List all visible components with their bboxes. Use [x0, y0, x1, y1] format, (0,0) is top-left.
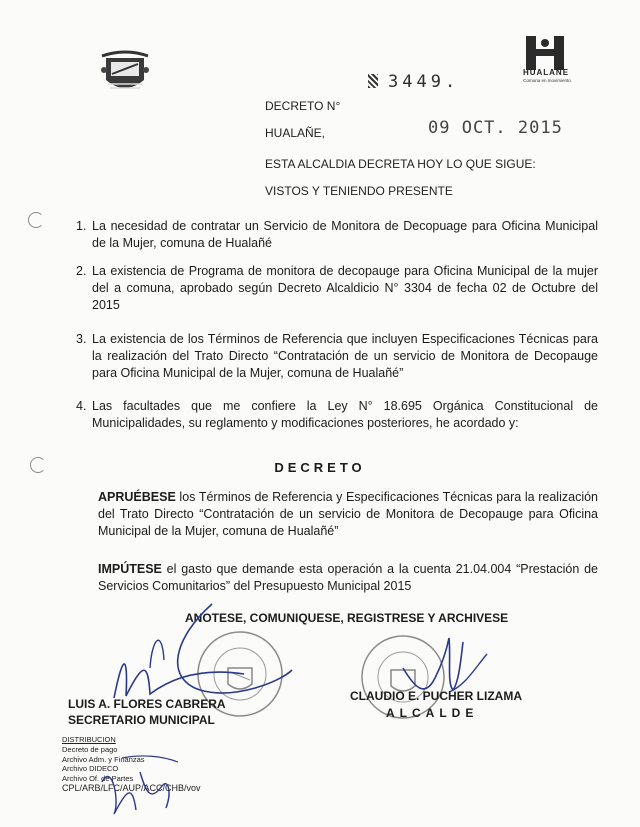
- logo-municipality-tagline: Comuna en movimiento: [523, 78, 571, 83]
- decree-intro-line: ESTA ALCALDIA DECRETA HOY LO QUE SIGUE:: [265, 157, 536, 171]
- consideration-item: [76, 218, 598, 252]
- closing-formula: ANOTESE, COMUNIQUESE, REGISTRESE Y ARCHIVESE: [185, 611, 509, 625]
- consideration-item: [76, 263, 598, 314]
- item-number: 1.: [76, 219, 87, 233]
- place-label: HUALAÑE,: [265, 126, 326, 140]
- mayor-title: ALCALDE: [386, 706, 479, 720]
- decree-number: 3449.: [388, 72, 460, 92]
- item-number: 4.: [76, 399, 87, 413]
- apruebese-keyword: APRUÉBESE: [98, 490, 176, 504]
- decreto-label: DECRETO N°: [265, 99, 341, 113]
- item-text: La existencia de los Términos de Referencia que incluyen Especificaciones Técnicas para la realización del Trato Directo “Contratación de un servicio de Monitora de Decopauge para Oficina Municipal de la Mujer, comuna de Hualañé”: [92, 332, 598, 380]
- stamp-mark-icon: [368, 74, 378, 88]
- logo-municipality-name: HUALAÑE: [522, 68, 570, 77]
- distribution-initials: CPL/ARB/LFC/AUP/ACC/CHB/vov: [62, 782, 201, 793]
- distribution-line: Archivo Adm. y Finanzas: [62, 754, 145, 764]
- vistos-line: VISTOS Y TENIENDO PRESENTE: [265, 184, 453, 198]
- apruebese-text: los Términos de Referencia y Especificaciones Técnicas para la realización del Trato Directo “Contratación de un servicio de Monitora de Decopauge para Oficina Municipal de la Mujer, comuna de Hualañé”: [98, 490, 598, 538]
- secretary-handwritten-signature: [104, 598, 304, 708]
- date-stamp: 09 OCT. 2015: [428, 118, 563, 138]
- item-text: La necesidad de contratar un Servicio de Monitora de Decopuage para Oficina Municipal de la Mujer, comuna de Hualañé: [92, 219, 598, 250]
- item-text: Las facultades que me confiere la Ley N° 18.695 Orgánica Constitucional de Municipalidades, su reglamento y modificaciones posteriores, he acordado y:: [92, 399, 598, 430]
- decree-number-stamp: [368, 72, 459, 92]
- apruebese-paragraph: [98, 489, 598, 540]
- mayor-name: CLAUDIO E. PUCHER LIZAMA: [350, 689, 522, 703]
- municipal-shield-emblem: [98, 50, 152, 98]
- distribution-line: Archivo Of. de Partes: [62, 774, 134, 784]
- hualane-logo-icon: [520, 34, 572, 72]
- item-number: 2.: [76, 264, 87, 278]
- imputese-paragraph: [98, 561, 598, 595]
- consideration-item: [76, 398, 598, 432]
- secretary-title: SECRETARIO MUNICIPAL: [68, 713, 215, 727]
- distribution-handwritten-mark: [92, 752, 182, 822]
- item-number: 3.: [76, 332, 87, 346]
- decreto-heading: DECRETO: [274, 460, 366, 475]
- secretary-name: LUIS A. FLORES CABRERA: [68, 697, 226, 711]
- imputese-keyword: IMPÚTESE: [98, 562, 162, 576]
- distribution-title: DISTRIBUCION: [62, 735, 116, 744]
- punch-hole-mark: [28, 212, 44, 228]
- imputese-text: el gasto que demande esta operación a la cuenta 21.04.004 “Prestación de Servicios Comunitarios” del Presupuesto Municipal 2015: [98, 562, 598, 593]
- distribution-line: Archivo DIDECO: [62, 764, 119, 774]
- consideration-item: [76, 331, 598, 382]
- item-text: La existencia de Programa de monitora de decopauge para Oficina Municipal de la mujer del a comuna, aprobado según Decreto Alcaldicio N° 3304 de fecha 02 de Octubre del 2015: [92, 264, 598, 312]
- distribution-line: Decreto de pago: [62, 744, 118, 754]
